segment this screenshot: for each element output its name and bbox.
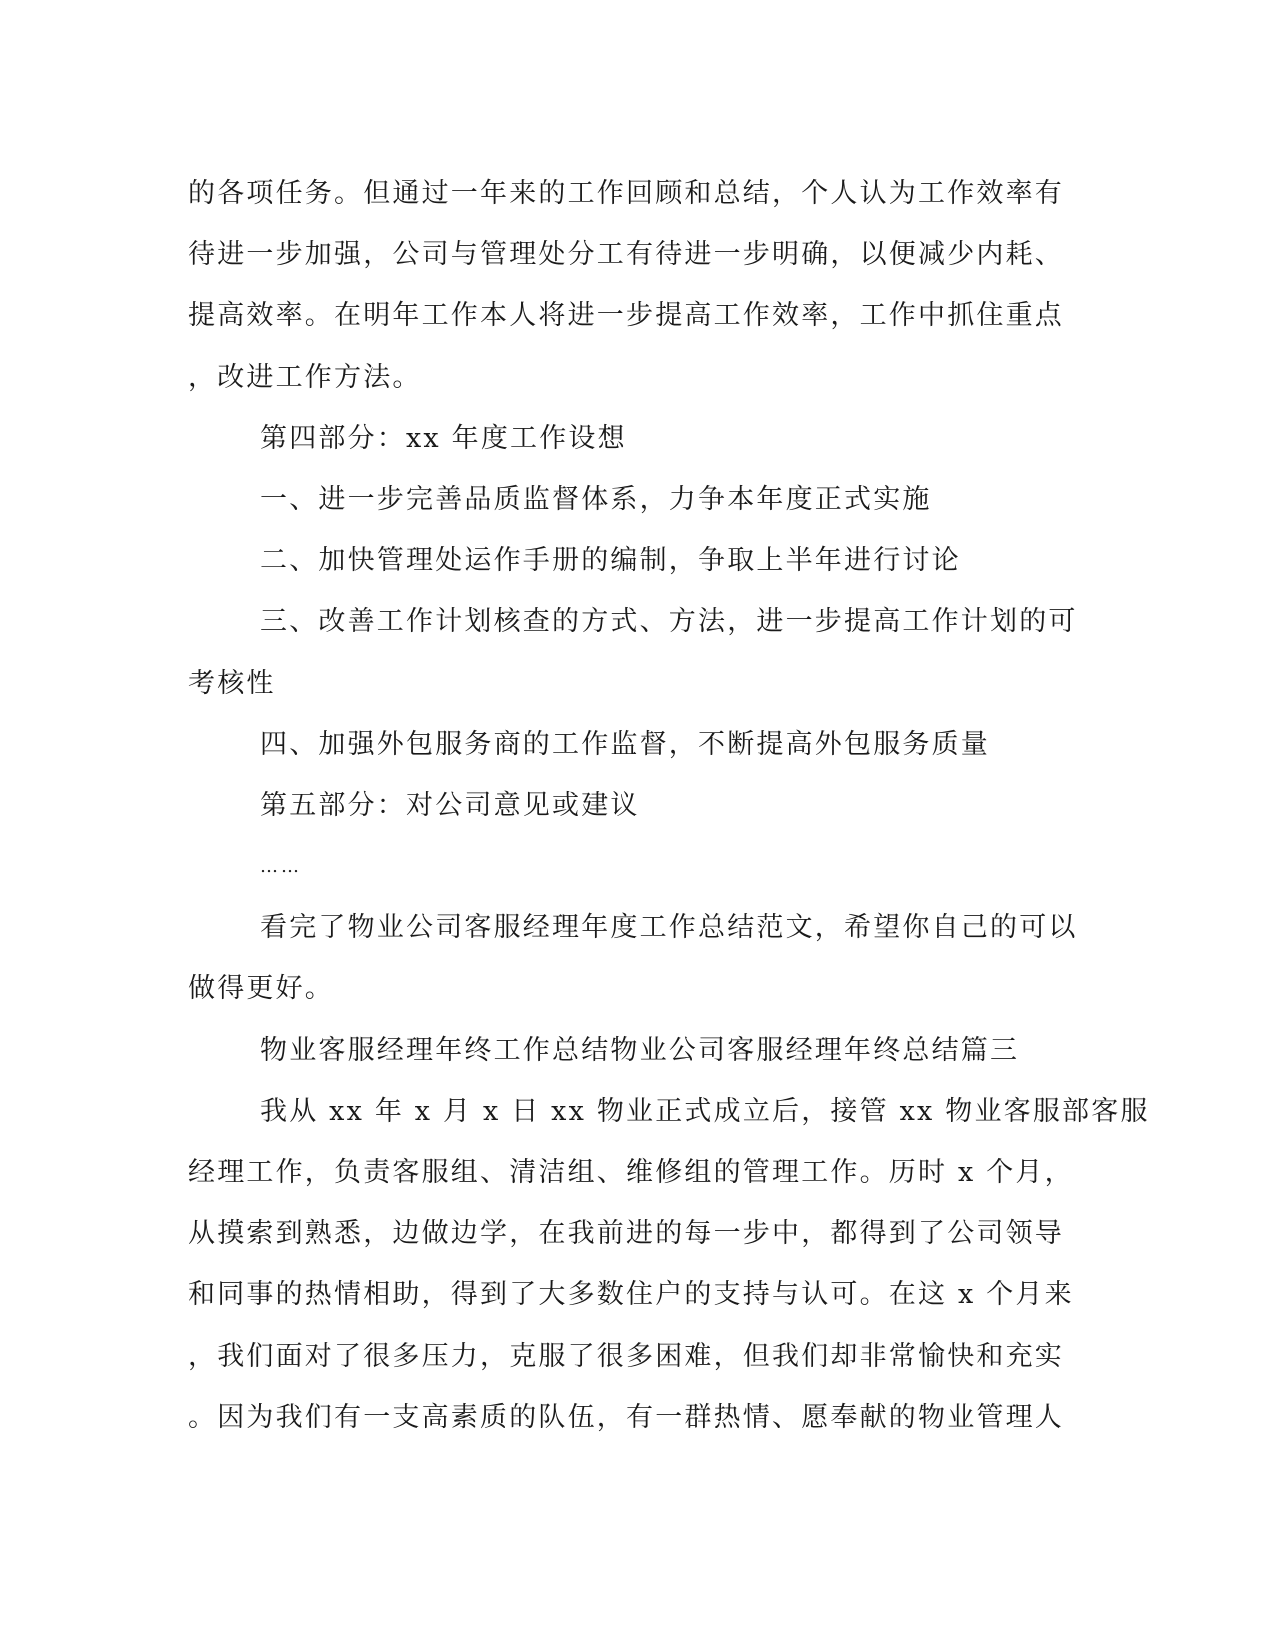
list-item-continuation: 考核性	[188, 667, 276, 699]
body-line: 看完了物业公司客服经理年度工作总结范文，希望你自己的可以	[260, 912, 1078, 944]
document-body	[188, 163, 1150, 1448]
list-item: 二、加快管理处运作手册的编制，争取上半年进行讨论	[260, 545, 961, 577]
section-heading: 第四部分：xx 年度工作设想	[260, 422, 627, 454]
body-line: ，改进工作方法。	[188, 361, 422, 393]
body-line: 经理工作，负责客服组、清洁组、维修组的管理工作。历时 x 个月，	[188, 1157, 1074, 1188]
ellipsis-text: ……	[260, 856, 302, 878]
body-line: 待进一步加强，公司与管理处分工有待进一步明确，以便减少内耗、	[188, 239, 1064, 271]
section-heading: 第五部分：对公司意见或建议	[260, 789, 640, 821]
list-item: 三、改善工作计划核查的方式、方法，进一步提高工作计划的可	[260, 606, 1078, 638]
body-line: 我从 xx 年 x 月 x 日 xx 物业正式成立后，接管 xx 物业客服部客服	[260, 1095, 1150, 1127]
body-line: 做得更好。	[188, 973, 334, 1005]
body-line: 的各项任务。但通过一年来的工作回顾和总结，个人认为工作效率有	[188, 178, 1064, 209]
article-title: 物业客服经理年终工作总结物业公司客服经理年终总结篇三	[260, 1034, 1020, 1066]
body-line: ，我们面对了很多压力，克服了很多困难，但我们却非常愉快和充实	[188, 1340, 1064, 1372]
list-item: 一、进一步完善品质监督体系，力争本年度正式实施	[260, 483, 932, 515]
body-line: 。因为我们有一支高素质的队伍，有一群热情、愿奉献的物业管理人	[188, 1401, 1064, 1433]
list-item: 四、加强外包服务商的工作监督，不断提高外包服务质量	[260, 728, 990, 760]
body-line: 提高效率。在明年工作本人将进一步提高工作效率，工作中抓住重点	[188, 300, 1064, 332]
body-line: 和同事的热情相助，得到了大多数住户的支持与认可。在这 x 个月来	[188, 1279, 1074, 1311]
body-line: 从摸索到熟悉，边做边学，在我前进的每一步中，都得到了公司领导	[188, 1218, 1064, 1250]
